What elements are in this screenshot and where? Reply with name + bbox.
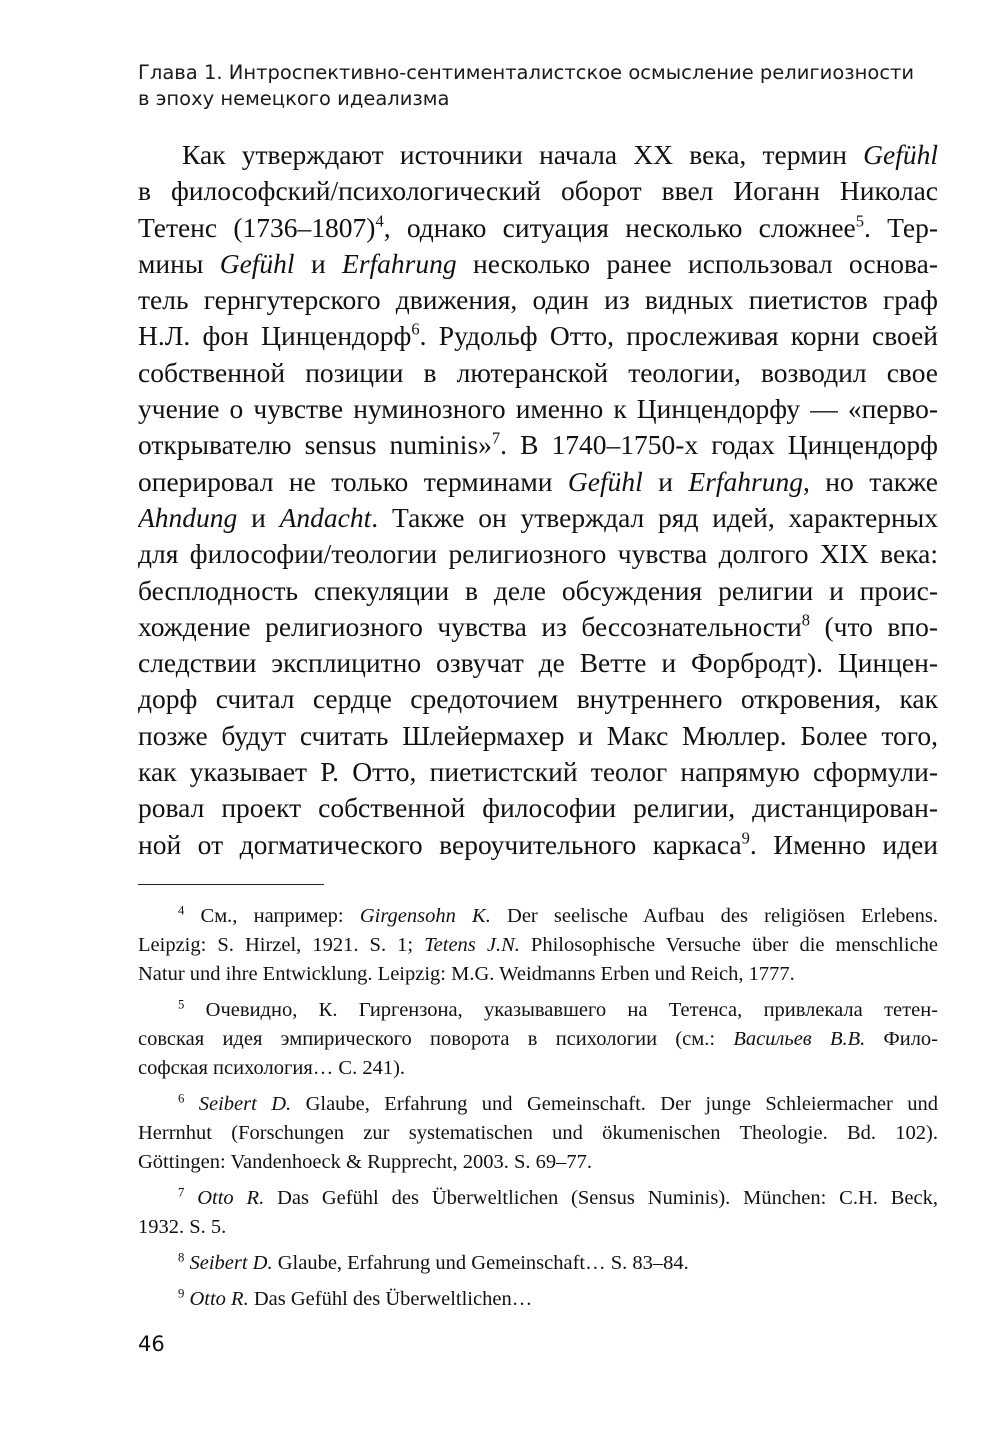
- text-line: [138, 609, 938, 645]
- footnote-number: 7: [178, 1185, 185, 1200]
- footnote-separator: [138, 884, 324, 885]
- text-run: Glaube, Erfahrung und Gemeinschaft. Der junge Schleiermacher und: [291, 1093, 938, 1115]
- footnote-line: 1932. S. 5.: [138, 1216, 227, 1238]
- footnote-6: [138, 1090, 938, 1177]
- text-run: оперировал не только терминами: [138, 465, 568, 497]
- text-run: ной от догматического вероучительного каркаса: [138, 828, 742, 860]
- text-line: [138, 246, 938, 282]
- footnote-line: [138, 1184, 938, 1213]
- text-run: Тетенс (1736–1807): [138, 211, 376, 243]
- italic-term: Gefühl: [219, 247, 295, 279]
- text-line: бесплодность спекуляции в деле обсуждения религии и проис-: [138, 574, 938, 606]
- italic-term: Gefühl: [863, 139, 938, 170]
- text-run: Leipzig: S. Hirzel, 1921. S. 1;: [138, 934, 425, 956]
- text-run: открывателю sensus numinis»: [138, 429, 492, 461]
- author-name: Seibert D.: [198, 1093, 292, 1115]
- text-run: . В 1740–1750-х годах Цинцендорф: [500, 429, 938, 461]
- footnotes: [138, 902, 938, 1321]
- footnote-ref: 7: [491, 428, 501, 448]
- running-head: [138, 60, 938, 112]
- footnote-9: [138, 1285, 938, 1314]
- footnote-line: [138, 996, 938, 1025]
- page-number: 46: [138, 1332, 165, 1356]
- text-line: [138, 318, 938, 354]
- text-run: Glaube, Erfahrung und Gemeinschaft… S. 83–84.: [272, 1252, 689, 1274]
- text-run: хождение религиозного чувства из бессознательности: [138, 610, 802, 642]
- author-name: Otto R.: [189, 1288, 249, 1310]
- text-line: тель гернгутерского движения, один из видных пиетистов граф: [138, 284, 938, 316]
- text-run: мины: [138, 247, 220, 279]
- footnote-5: [138, 996, 938, 1083]
- footnote-line: [138, 902, 938, 931]
- text-run: Philosophische Versuche über die menschliche: [519, 934, 938, 956]
- text-run: и: [294, 247, 343, 279]
- author-name: Seibert D.: [189, 1252, 273, 1274]
- italic-term: Erfahrung: [688, 465, 803, 497]
- author-name: Girgensohn K.: [359, 905, 491, 927]
- text-run: Фило-: [865, 1028, 938, 1050]
- text-line: [138, 464, 938, 500]
- footnote-number: 8: [178, 1250, 185, 1265]
- text-run: Как утверждают источники начала XX века, термин: [182, 139, 864, 170]
- text-line: [138, 827, 938, 863]
- text-line: [138, 427, 938, 463]
- italic-term: Gefühl: [567, 465, 643, 497]
- text-line: в философский/психологический оборот ввел Иоганн Николас: [138, 175, 938, 207]
- text-run: Das Gefühl des Überweltlichen (Sensus Numinis). München: C.H. Beck,: [264, 1187, 938, 1209]
- text-line: дорф считал сердце средоточием внутреннего откровения, как: [138, 683, 938, 715]
- text-line: собственной позиции в лютеранской теологии, возводил свое: [138, 356, 938, 388]
- author-name: Tetens J.N.: [424, 934, 520, 956]
- italic-term: Erfahrung: [342, 247, 457, 279]
- footnote-line: Herrnhut (Forschungen zur systematischen und ökumenischen Theologie. Bd. 102).: [138, 1122, 938, 1144]
- text-run: . Также он утверждал ряд идей, характерных: [371, 501, 938, 533]
- text-line: как указывает Р. Отто, пиетистский теолог напрямую сформули-: [138, 756, 938, 788]
- text-run: , однако ситуация несколько сложнее: [383, 211, 856, 243]
- footnote-number: 4: [178, 903, 185, 918]
- text-line: учение о чувстве нуминозного именно к Цинцендорфу — «перво-: [138, 393, 938, 425]
- footnote-line: [138, 1025, 938, 1054]
- footnote-line: [138, 931, 938, 960]
- text-line: для философии/теологии религиозного чувства долгого XIX века:: [138, 538, 938, 570]
- footnote-4: [138, 902, 938, 989]
- author-name: Otto R.: [197, 1187, 265, 1209]
- text-run: . Рудольф Отто, прослеживая корни своей: [419, 320, 938, 352]
- italic-term: Ahndung: [138, 501, 238, 533]
- author-name: Васильев В.В.: [733, 1028, 866, 1050]
- text-run: Н.Л. фон Цинцендорф: [138, 320, 412, 352]
- footnote-ref: 6: [411, 319, 420, 339]
- footnote-ref: 4: [375, 210, 384, 230]
- text-run: несколько ранее использовал основа-: [456, 247, 938, 279]
- footnote-ref: 8: [801, 610, 811, 630]
- text-run: Das Gefühl des Überweltlichen…: [248, 1288, 533, 1310]
- text-line: ровал проект собственной философии религии, дистанцирован-: [138, 792, 938, 824]
- footnote-number: 6: [178, 1091, 185, 1106]
- text-line: позже будут считать Шлейермахер и Макс Мюллер. Более того,: [138, 719, 938, 751]
- footnote-line: [138, 1090, 938, 1119]
- footnote-line: Natur und ihre Entwicklung. Leipzig: M.G. Weidmanns Erben und Reich, 1777.: [138, 963, 795, 985]
- text-run: . Именно идеи: [749, 828, 938, 860]
- text-run: , но также: [802, 465, 938, 497]
- text-run: совская идея эмпирического поворота в психологии (см.:: [138, 1028, 734, 1050]
- footnote-8: [138, 1249, 938, 1278]
- text-line: [138, 500, 938, 536]
- footnote-line: Göttingen: Vandenhoeck & Rupprecht, 2003. S. 69–77.: [138, 1151, 592, 1173]
- text-line: следствии эксплицитно озвучат де Ветте и Форбродт). Цинцен-: [138, 647, 938, 679]
- text-run: См., например:: [184, 905, 360, 927]
- footnote-number: 9: [178, 1286, 185, 1301]
- text-line: [138, 210, 938, 246]
- running-head-line-1: Глава 1. Интроспективно-сентименталистское осмысление религиозности: [138, 61, 915, 84]
- footnote-number: 5: [178, 997, 185, 1012]
- text-run: Очевидно, К. Гиргензона, указывавшего на Тетенса, привлекала тетен-: [184, 999, 938, 1021]
- main-paragraph: [138, 137, 938, 863]
- italic-term: Andacht: [279, 501, 372, 533]
- text-run: (что впо-: [810, 610, 938, 642]
- text-line: [138, 137, 938, 173]
- text-run: . Тер-: [863, 211, 938, 243]
- footnote-line: [138, 1285, 938, 1314]
- footnote-ref: 9: [741, 827, 750, 847]
- footnote-ref: 5: [855, 210, 864, 230]
- footnote-line: софская психология… С. 241).: [138, 1057, 406, 1079]
- running-head-line-2: в эпоху немецкого идеализма: [138, 87, 450, 110]
- text-run: и: [642, 465, 689, 497]
- text-run: и: [237, 501, 280, 533]
- footnote-line: [138, 1249, 938, 1278]
- text-run: Der seelische Aufbau des religiösen Erlebens.: [490, 905, 938, 927]
- footnote-7: [138, 1184, 938, 1242]
